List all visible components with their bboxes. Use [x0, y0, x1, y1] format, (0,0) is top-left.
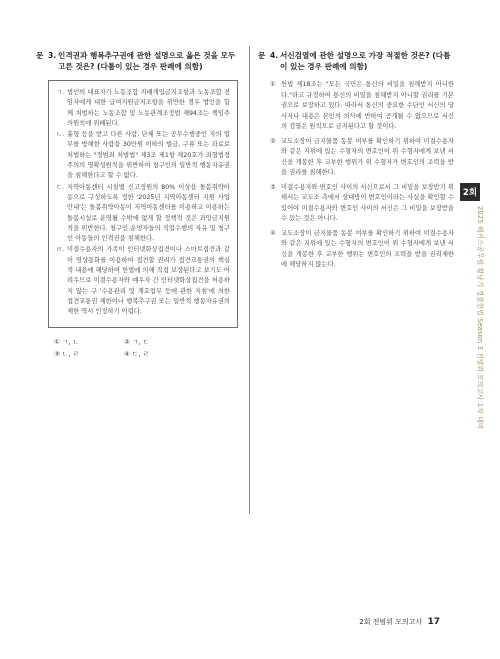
answer-choice-2[interactable]: ② ㄱ, ㄷ — [124, 337, 149, 346]
answer-options — [270, 80, 454, 271]
question-4-stem — [258, 50, 454, 72]
round-tab: 2회 — [460, 183, 480, 201]
statement-text: 지역아동센터 시설별 신고정원의 80% 이상을 돌봄취약아동으로 구성하도록 정한 '2025년 지역아동센터 지원 사업안내'는 돌봄취약아동이 지역아동센터를 이용하고 이용하는 돌봄시설로 운영될 수밖에 없게 할 정책적 것은 과잉금지원칙을 위반한다. 청구인 운영자들의 직업수행의 자유 및 청구인 아동들의 인격권을 침해한다. — [67, 183, 230, 243]
page-footer — [359, 617, 440, 627]
question-3-stem — [36, 50, 242, 72]
question-number: 4. — [270, 51, 279, 60]
question-prefix: 문 — [36, 51, 44, 60]
option-text: 미결수용자와 변호인 사이의 서신으로서 그 비밀을 보장받기 위해서는 교도소 측에서 상대방이 변호인이라는 사실을 확인할 수 있어야 미결수용자와 변호인 사이의 서신은 그 비밀을 보장받을 수 있는 것은 아니다. — [281, 183, 454, 222]
statement-marker: ㄷ. — [56, 183, 65, 191]
answer-choice-4[interactable]: ④ ㄷ, ㄹ — [124, 349, 149, 358]
page-number: 17 — [427, 617, 440, 627]
option-text: 헌법 제18조는 "모든 국민은 통신의 비밀을 침해받지 아니한다."라고 규정하여 통신의 비밀을 침해받지 아니할 권리를 기본권으로 보장하고 있다. 따라서 통신의 중요한 수단인 서신의 당사자나 내용은 본인의 의사에 반하여 공개될 수 없으므로 서신의 검열은 원칙으로 금지된다고 할 것이다. — [281, 81, 454, 130]
option-text: 교도소장이 금지물품 동봉 여부를 확인하기 위하여 미결수용자와 같은 지위에 있는 수형자의 변호인이 위 수형자에게 보낸 서신을 개봉한 후 교부한 행위가 위 수형자가 변호인의 조력을 받을 권리를 침해한다. — [281, 137, 454, 176]
question-number: 3. — [48, 51, 57, 60]
side-running-title-text: 2025 해커스공무원 황남기 경찰헌법 Season 3 전범위 모의고사 1차 대비 — [476, 206, 484, 430]
question-3 — [36, 50, 242, 360]
question-text: 인격권과 행복추구권에 관한 설명으로 옳은 것을 모두 고른 것은? (다툼이 있는 경우 판례에 의함) — [58, 51, 236, 71]
statement-item — [56, 245, 230, 317]
answer-option-1[interactable] — [270, 80, 454, 133]
question-prefix: 문 — [258, 51, 266, 60]
footer-label: 2회 전범위 모의고사 — [359, 618, 423, 626]
statement-marker: ㄱ. — [56, 89, 65, 96]
question-4 — [258, 50, 454, 275]
side-running-title — [475, 206, 487, 586]
statement-text: 법인의 대표자가 노동조합 지배개입금지조항과 노동조합 전임자에게 대한 급여지원금지조항을 위반한 경우 법인을 함께 처벌하는 노동조합 및 노동관계조정법 제94조는 책임주의원칙에 위배된다. — [67, 89, 230, 127]
question-text: 서신검열에 관한 설명으로 가장 적절한 것은? (다툼이 있는 경우 판례에 의함) — [280, 51, 451, 71]
statement-marker: ㄹ. — [56, 246, 65, 254]
option-marker: ② — [270, 137, 276, 145]
option-text: 교도소장이 금지물품 동봉 여부를 확인하기 위하여 미결수용자와 같은 지위에 있는 수형자의 변호인이 위 수형자에게 보낸 서신을 개봉한 후 교부한 행위는 변호인의 조력을 받을 권리제한에 해당하지 않는다. — [281, 229, 454, 268]
option-marker: ① — [270, 81, 276, 88]
answer-choice-1[interactable]: ① ㄱ, ㄴ — [54, 337, 79, 346]
statement-text: 미결수용자의 가족이 인터넷화상접견이나 스마트접견과 같이 영상통화를 이용하여 접견할 권리가 접견교통권의 핵심적 내용에 해당하여 헌법에 의해 직접 보장된다고 보기도 어려우므로 미결수용자와 예우자 간 인터넷화상접견을 허용하지 않는 구 '수용관리 및 계호업무 등에 관한 지침'에 의한 접견교통권 제한이나 행복추구권 또는 일반적 행동자유권의 제한 역시 인정하기 어렵다. — [67, 246, 230, 316]
statement-box — [48, 80, 238, 328]
statement-item — [56, 88, 230, 129]
statement-item — [56, 130, 230, 181]
option-marker: ③ — [270, 183, 276, 191]
answer-choices — [54, 336, 242, 360]
column-divider — [249, 46, 250, 514]
statement-item — [56, 183, 230, 245]
answer-option-2[interactable] — [270, 137, 454, 179]
answer-option-3[interactable] — [270, 183, 454, 225]
statement-text: 흉형 등을 받고 다른 사람, 단체 또는 공무수행중인 자의 업무를 방해한 사람을 30만원 이하의 벌금, 구류 또는 과료로 처벌하는 "경범죄 처벌법" 제3조 제1항 제20호가 죄형법정주의의 명확성원칙을 위반하여 청구인의 일반적 행동자유권을 침해한다고 할 수 없다. — [67, 131, 230, 180]
statement-marker: ㄴ. — [56, 131, 65, 139]
option-marker: ④ — [270, 229, 276, 237]
answer-option-4[interactable] — [270, 229, 454, 271]
answer-choice-3[interactable]: ③ ㄴ, ㄹ — [54, 349, 79, 358]
